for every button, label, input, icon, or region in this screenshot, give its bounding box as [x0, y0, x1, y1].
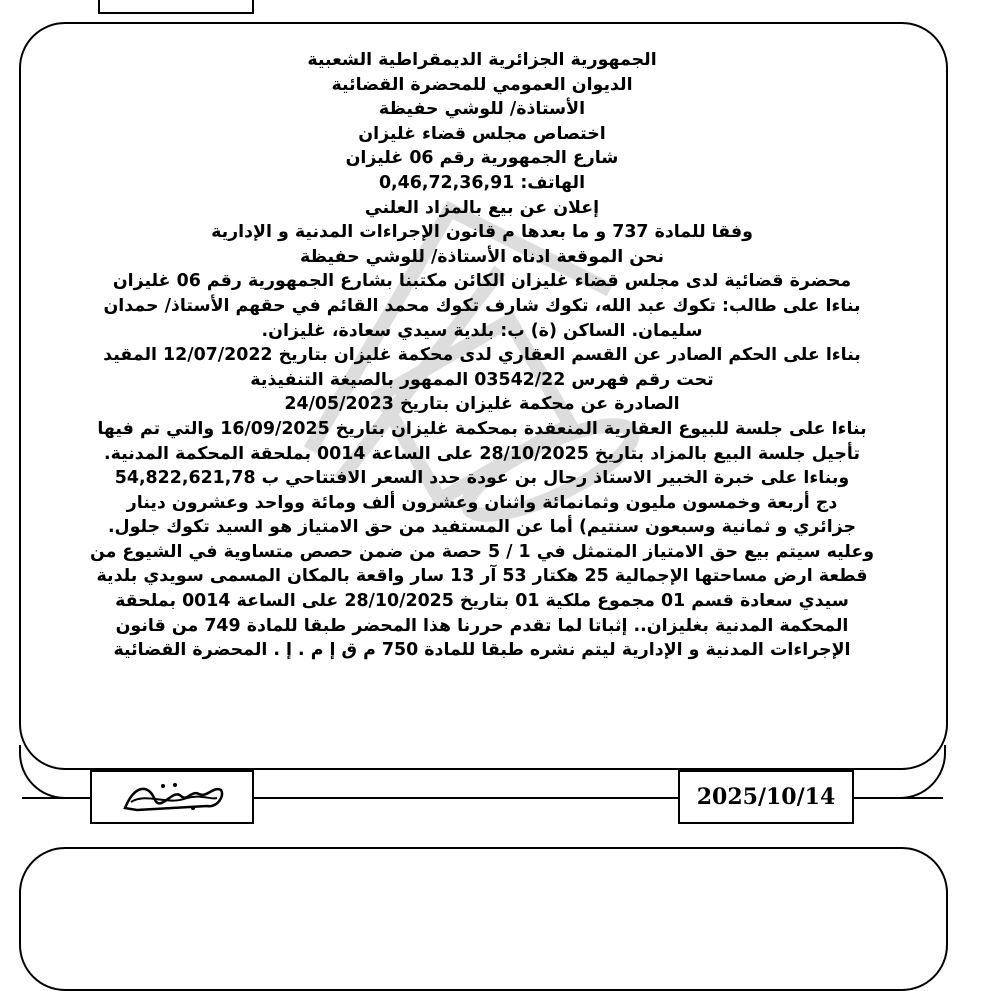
notice-line: وعليه سيتم بيع حق الامتياز المتمثل في 1 / 5 حصة من ضمن حصص متساوية في الشيوع من — [89, 541, 875, 562]
notice-line: جزائري و ثمانية وسبعون سنتيم) أما عن المستفيد من حق الامتياز هو السيد تكوك جلول. — [107, 517, 857, 538]
legal-notice-text — [28, 48, 936, 663]
notice-line: سيدي سعادة قسم 01 مجموع ملكية 01 بتاريخ 28/10/2025 على الساعة 0014 بملحقة — [115, 591, 849, 612]
notice-line: تأجيل جلسة البيع بالمزاد بتاريخ 28/10/2025 على الساعة 0014 بملحقة المحكمة المدنية. — [104, 443, 860, 464]
notice-line: تحت رقم فهرس 03542/22 الممهور بالصيغة التنفيذية — [250, 369, 714, 390]
publisher-logo — [90, 770, 254, 824]
notice-line: الصادرة عن محكمة غليزان بتاريخ 24/05/2023 — [284, 394, 680, 415]
notice-line: محضرة قضائية لدى مجلس قضاء غليزان الكائن مكتبنا بشارع الجمهورية رقم 06 غليزان — [112, 271, 852, 292]
notice-line: الهاتف: 0,46,72,36,91 — [378, 172, 586, 193]
notice-line: الإجراءات المدنية و الإدارية ليتم نشره طبقا للمادة 750 م ق إ م . إ . المحضرة القضائية — [113, 640, 851, 661]
notice-line: شارع الجمهورية رقم 06 غليزان — [345, 148, 619, 169]
notice-line: بناءا على طالب: تكوك عبد الله، تكوك شارف تكوك محمد القائم في حقهم الأستاذ/ حمدان — [103, 295, 861, 316]
notice-line: الأستاذة/ للوشي حفيظة — [378, 99, 586, 120]
notice-line: إعلان عن بيع بالمزاد العلني — [364, 197, 600, 218]
notice-line: اختصاص مجلس قضاء غليزان — [358, 123, 606, 144]
publication-date: 2025/10/14 — [678, 770, 854, 824]
notice-line: المحكمة المدنية بغليزان.. إثباتا لما تقدم حررنا هذا المحضر طبقا للمادة 749 من قانون — [115, 615, 849, 636]
next-notice-frame — [19, 847, 948, 991]
footer-rule — [250, 797, 678, 799]
newspaper-logo-icon — [117, 778, 227, 816]
footer-rule — [22, 797, 90, 799]
notice-line: سليمان. الساكن (ة) ب: بلدية سيدي سعادة، غليزان. — [261, 320, 703, 341]
notice-line: الديوان العمومي للمحضرة القضائية — [331, 74, 633, 95]
footer-rule — [850, 797, 943, 799]
notice-line: بناءا على جلسة للبيوع العقارية المنعقدة بمحكمة غليزان بتاريخ 16/09/2025 والتي تم فيها — [97, 418, 867, 439]
notice-line: وفقا للمادة 737 و ما بعدها م قانون الإجراءات المدنية و الإدارية — [211, 222, 753, 243]
notice-line: بناءا على الحكم الصادر عن القسم العقاري لدى محكمة غليزان بتاريخ 12/07/2022 المقيد — [103, 345, 861, 366]
notice-line: الجمهورية الجزائرية الديمقراطية الشعبية — [307, 50, 657, 70]
previous-notice-bottom-edge — [98, 0, 254, 14]
notice-line: نحن الموقعة ادناه الأستاذة/ للوشي حفيظة — [299, 246, 665, 267]
notice-line: قطعة ارض مساحتها الإجمالية 25 هكتار 53 آر 13 سار واقعة بالمكان المسمى سويدي بلدية — [96, 566, 868, 587]
notice-line: وبناءا على خبرة الخبير الاستاذ رحال بن عودة حدد السعر الافتتاحي ب 54,822,621,78 — [114, 468, 850, 489]
notice-line: دج أربعة وخمسون مليون وثمانمائة واثنان وعشرون ألف ومائة وواحد وعشرون دينار — [126, 492, 838, 513]
